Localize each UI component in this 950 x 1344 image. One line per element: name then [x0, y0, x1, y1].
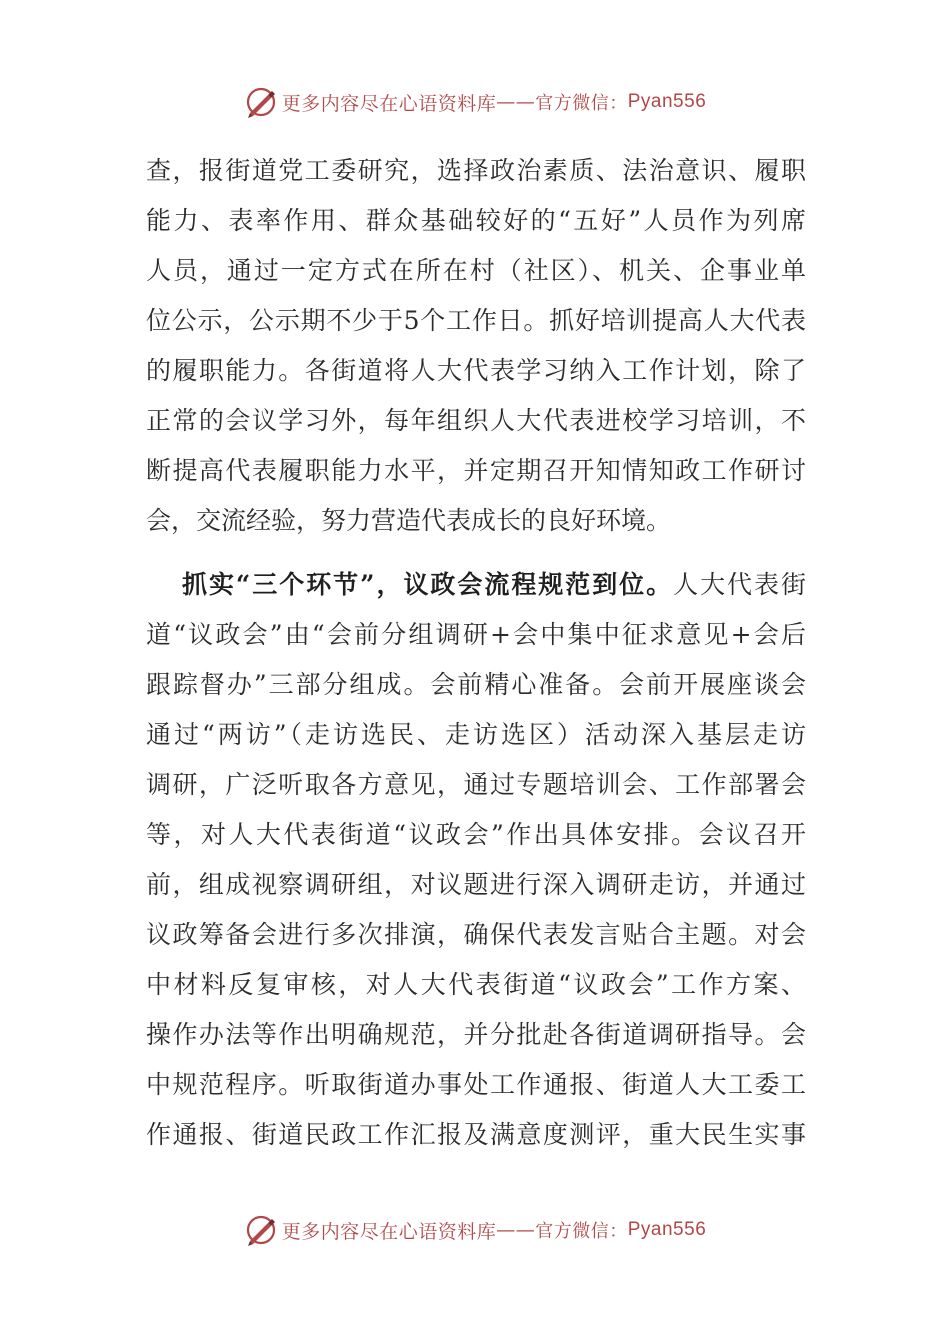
text-line: 正常的会议学习外，每年组织人大代表进校学习培训，不	[146, 406, 806, 435]
paragraph-lead-heading: 抓实“三个环节”，议政会流程规范到位。	[182, 570, 674, 599]
text-line: 查，报街道党工委研究，选择政治素质、法治意识、履职	[146, 156, 806, 185]
banner-wechat-label: 官方微信：	[535, 93, 628, 114]
footer-banner	[0, 1210, 950, 1250]
banner-dash: ——	[496, 1219, 536, 1241]
paragraph-1	[146, 146, 806, 546]
text-line: 道“议政会”由“会前分组调研+会中集中征求意见+会后	[146, 620, 806, 649]
text-line: 跟踪督办”三部分组成。会前精心准备。会前开展座谈会	[146, 670, 806, 699]
text-line: 能力、表率作用、群众基础较好的“五好”人员作为列席	[146, 206, 806, 235]
banner-wechat-id: Pyan556	[627, 91, 707, 112]
banner-wechat-id: Pyan556	[627, 1219, 707, 1240]
text-line: 前，组成视察调研组，对议题进行深入调研走访，并通过	[146, 870, 806, 899]
text-line: 中规范程序。听取街道办事处工作通报、街道人大工委工	[146, 1070, 806, 1099]
paragraph-2	[146, 560, 806, 1160]
lead-line-rest: 人大代表街	[673, 570, 806, 599]
text-line: 位公示，公示期不少于5个工作日。抓好培训提高人大代表	[146, 306, 806, 335]
text-line: 中材料反复审核，对人大代表街道“议政会”工作方案、	[146, 970, 806, 999]
text-line: 作通报、街道民政工作汇报及满意度测评，重大民生实事	[146, 1120, 806, 1149]
text-line: 会，交流经验，努力营造代表成长的良好环境。	[146, 506, 672, 535]
text-line: 通过“两访”（走访选民、走访选区）活动深入基层走访	[146, 720, 806, 749]
banner-brand: 更多内容尽在心语资料库	[281, 92, 497, 115]
text-line: 操作办法等作出明确规范，并分批赴各街道调研指导。会	[146, 1020, 806, 1049]
text-line: 的履职能力。各街道将人大代表学习纳入工作计划，除了	[146, 356, 806, 385]
text-line: 断提高代表履职能力水平，并定期召开知情知政工作研讨	[146, 456, 806, 485]
text-line: 调研，广泛听取各方意见，通过专题培训会、工作部署会	[146, 770, 806, 799]
banner-brand: 更多内容尽在心语资料库	[281, 1220, 497, 1243]
pen-logo-icon	[244, 1213, 278, 1247]
text-line: 议政筹备会进行多次排演，确保代表发言贴合主题。对会	[146, 920, 806, 949]
text-line: 人员，通过一定方式在所在村（社区）、机关、企事业单	[146, 256, 806, 285]
document-body	[146, 146, 806, 1160]
text-line-with-lead	[146, 560, 806, 610]
pen-logo-icon	[244, 85, 278, 119]
banner-wechat-label: 官方微信：	[535, 1221, 628, 1242]
header-banner	[0, 82, 950, 122]
banner-dash: ——	[496, 91, 536, 113]
text-line: 等，对人大代表街道“议政会”作出具体安排。会议召开	[146, 820, 806, 849]
